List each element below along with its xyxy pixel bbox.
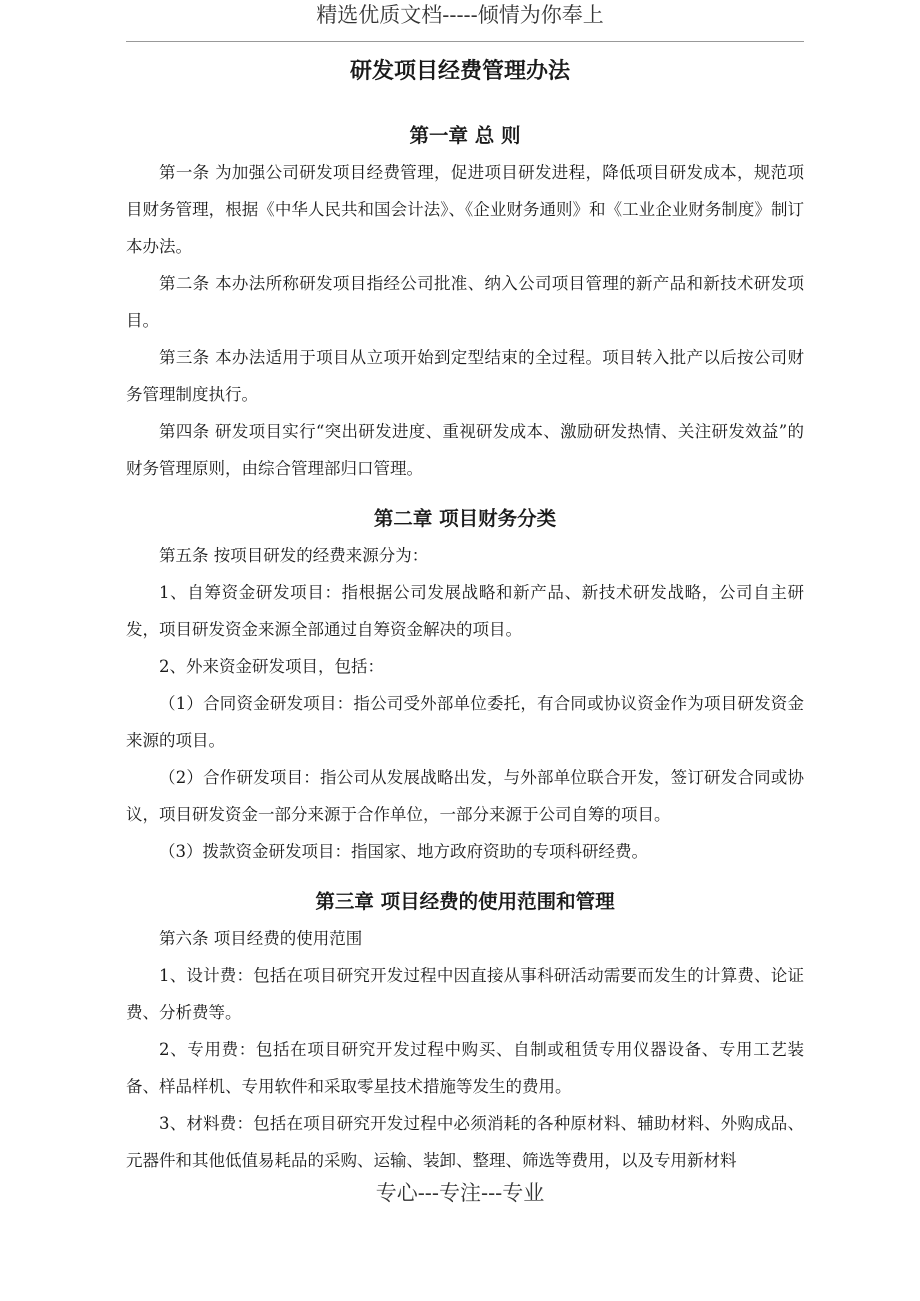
header-divider — [126, 41, 804, 42]
article-2: 第二条 本办法所称研发项目指经公司批准、纳入公司项目管理的新产品和新技术研发项目。 — [126, 274, 804, 330]
list-item: 3、材料费：包括在项目研究开发过程中必须消耗的各种原材料、辅助材料、外购成品、元器件和其他低值易耗品的采购、运输、装卸、整理、筛选等费用，以及专用新材料 — [126, 1114, 804, 1170]
chapter-heading: 第二章 项目财务分类 — [373, 507, 557, 530]
list-item: 2、专用费：包括在项目研究开发过程中购买、自制或租赁专用仪器设备、专用工艺装备、样品样机、专用软件和采取零星技术措施等发生的费用。 — [126, 1040, 804, 1096]
list-item: 1、设计费：包括在项目研究开发过程中因直接从事科研活动需要而发生的计算费、论证费、分析费等。 — [126, 966, 804, 1022]
article-1: 第一条 为加强公司研发项目经费管理，促进项目研发进程，降低项目研发成本，规范项目财务管理，根据《中华人民共和国会计法》、《企业财务通则》和《工业企业财务制度》制订本办法。 — [126, 163, 804, 256]
list-item: 1、自筹资金研发项目：指根据公司发展战略和新产品、新技术研发战略，公司自主研发，项目研发资金来源全部通过自筹资金解决的项目。 — [126, 583, 804, 639]
chapter-2 — [126, 501, 804, 870]
page-header: 精选优质文档-----倾情为你奉上 — [316, 3, 604, 27]
document-title: 研发项目经费管理办法 — [349, 59, 570, 84]
chapter-3 — [126, 884, 804, 1179]
document-body — [126, 118, 804, 1179]
chapter-1 — [126, 118, 804, 487]
list-item: （3）拨款资金研发项目：指国家、地方政府资助的专项科研经费。 — [159, 842, 648, 861]
chapter-heading: 第一章 总 则 — [409, 124, 521, 147]
list-item: 2、外来资金研发项目，包括： — [159, 657, 384, 676]
chapter-heading: 第三章 项目经费的使用范围和管理 — [315, 890, 615, 913]
page-footer: 专心---专注---专业 — [375, 1181, 545, 1205]
article-3: 第三条 本办法适用于项目从立项开始到定型结束的全过程。项目转入批产以后按公司财务管理制度执行。 — [126, 348, 804, 404]
article-6: 第六条 项目经费的使用范围 — [159, 929, 363, 948]
list-item: （1）合同资金研发项目：指公司受外部单位委托，有合同或协议资金作为项目研发资金来源的项目。 — [126, 694, 804, 750]
article-4: 第四条 研发项目实行“突出研发进度、重视研发成本、激励研发热情、关注研发效益”的财务管理原则，由综合管理部归口管理。 — [126, 422, 804, 478]
article-5: 第五条 按项目研发的经费来源分为： — [159, 546, 429, 565]
list-item: （2）合作研发项目：指公司从发展战略出发，与外部单位联合开发，签订研发合同或协议，项目研发资金一部分来源于合作单位，一部分来源于公司自筹的项目。 — [126, 768, 804, 824]
